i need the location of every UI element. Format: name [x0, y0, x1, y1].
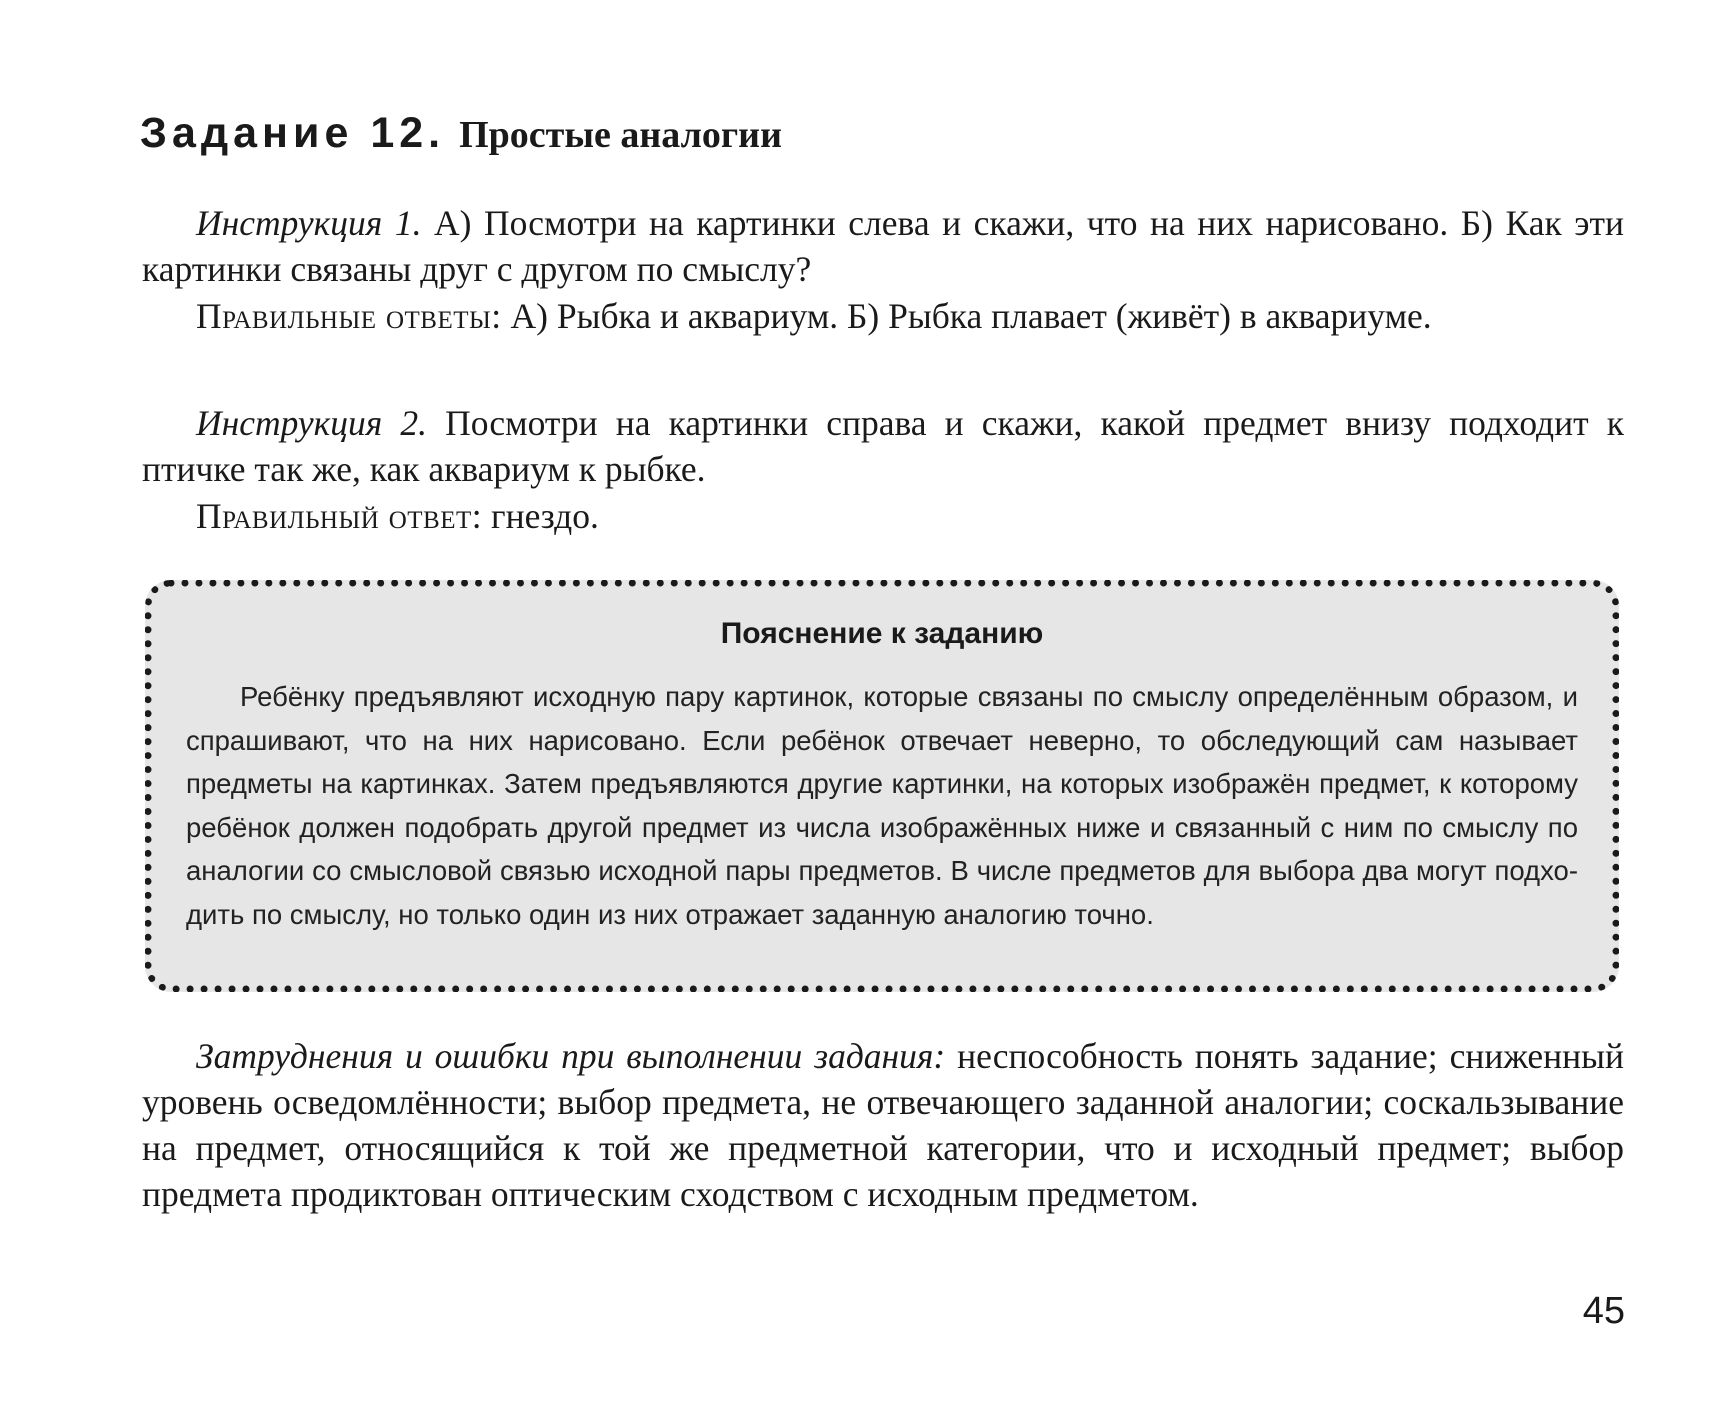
instruction-2-paragraph [142, 400, 1624, 492]
answer-1-text: А) Рыбка и аквариум. Б) Рыбка плавает (живёт) в аквариуме. [501, 296, 1432, 336]
answer-2-paragraph [142, 493, 1624, 539]
instruction-2-text: Посмотри на картинки справа и скажи, какой предмет внизу подходит к птичке так же, как аквариум к рыбке. [142, 403, 1624, 489]
instruction-2-label: Инструкция 2. [196, 403, 428, 443]
explanation-paragraph [186, 675, 1578, 936]
difficulties-label: Затруднения и ошибки при выполнении задания: [196, 1036, 946, 1076]
task-name: Простые аналогии [459, 114, 782, 156]
explanation-box [145, 580, 1619, 992]
instruction-1-text: А) Посмотри на картинки слева и скажи, что на них нарисовано. Б) Как эти картинки связаны друг с другом по смыслу? [142, 203, 1624, 289]
answer-2-label: Правильный ответ: [196, 496, 483, 536]
answer-2-text: гнездо. [482, 496, 599, 536]
difficulties-paragraph [142, 1033, 1624, 1217]
instruction-1-label: Инструкция 1. [196, 203, 422, 243]
explanation-title: Пояснение к заданию [720, 617, 1044, 650]
explanation-text: Ребёнку предъявляют исходную пару картинок, которые связаны по смыслу определённым образом, и спрашивают, что на них нарисовано. Если ребёнок отвечает неверно, то обследующий сам называет предметы на картинках. Затем предъявляются другие картинки, на которых изображён предмет, к которому ребёнок должен подобрать другой предмет из числа изображённых ниже и связанный с ним по смыслу по аналогии со смысловой связью исходной пары предметов. В числе предметов для выбора два могут подходить по смыслу, но только один из них отражает заданную аналогию точно. [186, 681, 1578, 930]
answer-1-paragraph [142, 293, 1624, 339]
page-title [140, 109, 782, 157]
answer-1-label: Правильные ответы: [196, 296, 502, 336]
instruction-1-paragraph [142, 200, 1624, 292]
difficulties-text: неспособность понять задание; сниженный уровень осведомлённости; выбор предмета, не отвечающего заданной аналогии; соскальзывание на предмет, относящийся к той же предметной категории, что и исходный предмет; выбор предмета продиктован оптическим сходством с исходным предметом. [142, 1036, 1624, 1214]
page-number: 45 [1582, 1290, 1625, 1332]
task-number: Задание 12. [140, 109, 446, 157]
